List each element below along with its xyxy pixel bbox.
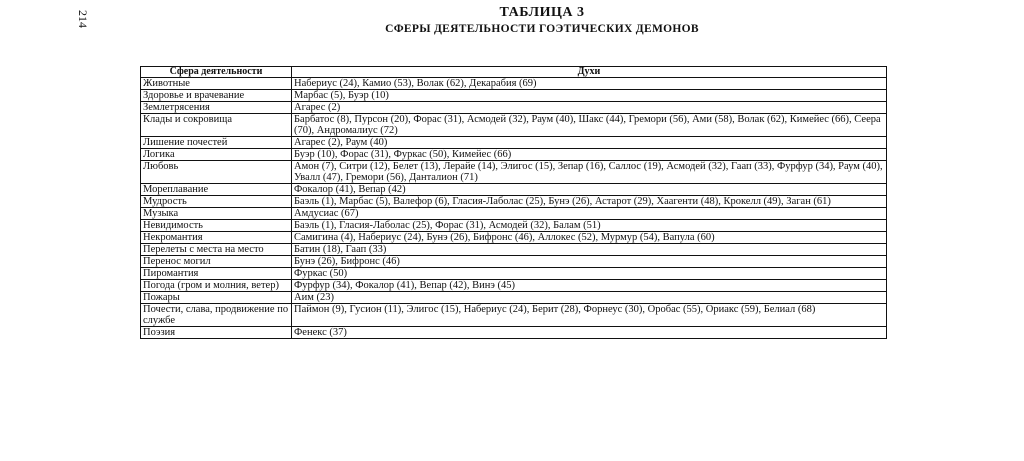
table-row	[141, 327, 887, 339]
column-header-spirits: Духи	[292, 67, 887, 78]
spirits-cell: Буэр (10), Форас (31), Фуркас (50), Кимейес (66)	[292, 149, 887, 161]
sphere-cell: Любовь	[141, 161, 292, 184]
spirits-cell: Марбас (5), Буэр (10)	[292, 90, 887, 102]
sphere-cell: Почести, слава, продвижение по службе	[141, 304, 292, 327]
sphere-cell: Здоровье и врачевание	[141, 90, 292, 102]
table-row	[141, 280, 887, 292]
table-row	[141, 137, 887, 149]
spirits-cell: Агарес (2)	[292, 102, 887, 114]
table-row	[141, 90, 887, 102]
sphere-cell: Поэзия	[141, 327, 292, 339]
spirits-cell: Фуркас (50)	[292, 268, 887, 280]
spirits-cell: Барбатос (8), Пурсон (20), Форас (31), Асмодей (32), Раум (40), Шакс (44), Гремори (56), Ами (58), Волак (62), Кимейес (66), Сеера (70), Андромалиус (72)	[292, 114, 887, 137]
sphere-cell: Животные	[141, 78, 292, 90]
spirits-cell: Батин (18), Гаап (33)	[292, 244, 887, 256]
column-header-sphere: Сфера деятельности	[141, 67, 292, 78]
spirits-cell: Фокалор (41), Вепар (42)	[292, 184, 887, 196]
table-row	[141, 244, 887, 256]
table-row	[141, 208, 887, 220]
sphere-cell: Мореплавание	[141, 184, 292, 196]
table-row	[141, 184, 887, 196]
demons-table	[140, 66, 887, 339]
table-row	[141, 196, 887, 208]
sphere-cell: Клады и сокровища	[141, 114, 292, 137]
spirits-cell: Аим (23)	[292, 292, 887, 304]
table-row	[141, 161, 887, 184]
spirits-cell: Самигина (4), Набериус (24), Бунэ (26), Бифронс (46), Аллокес (52), Мурмур (54), Вапула (60)	[292, 232, 887, 244]
spirits-cell: Амдусиас (67)	[292, 208, 887, 220]
table-row	[141, 114, 887, 137]
spirits-cell: Фенекс (37)	[292, 327, 887, 339]
sphere-cell: Лишение почестей	[141, 137, 292, 149]
spirits-cell: Баэль (1), Гласия-Лаболас (25), Форас (31), Асмодей (32), Балам (51)	[292, 220, 887, 232]
spirits-cell: Набериус (24), Камио (53), Волак (62), Декарабия (69)	[292, 78, 887, 90]
sphere-cell: Музыка	[141, 208, 292, 220]
sphere-cell: Пожары	[141, 292, 292, 304]
sphere-cell: Невидимость	[141, 220, 292, 232]
sphere-cell: Погода (гром и молния, ветер)	[141, 280, 292, 292]
spirits-cell: Агарес (2), Раум (40)	[292, 137, 887, 149]
page-number: 214	[76, 10, 90, 28]
sphere-cell: Некромантия	[141, 232, 292, 244]
table-row	[141, 220, 887, 232]
table-row	[141, 149, 887, 161]
table-row	[141, 78, 887, 90]
table-subtitle: СФЕРЫ ДЕЯТЕЛЬНОСТИ ГОЭТИЧЕСКИХ ДЕМОНОВ	[385, 23, 699, 35]
spirits-cell: Фурфур (34), Фокалор (41), Вепар (42), Винэ (45)	[292, 280, 887, 292]
spirits-cell: Амон (7), Ситри (12), Белет (13), Лерайе (14), Элигос (15), Зепар (16), Саллос (19), Асмодей (32), Гаап (33), Фурфур (34), Раум (40), Увалл (47), Гремори (56), Данталион (71)	[292, 161, 887, 184]
sphere-cell: Перелеты с места на место	[141, 244, 292, 256]
sphere-cell: Землетрясения	[141, 102, 292, 114]
table-row	[141, 292, 887, 304]
sphere-cell: Перенос могил	[141, 256, 292, 268]
spirits-cell: Паймон (9), Гусион (11), Элигос (15), Набериус (24), Берит (28), Форнеус (30), Оробас (55), Ориакс (59), Белиал (68)	[292, 304, 887, 327]
table-row	[141, 102, 887, 114]
table-row	[141, 268, 887, 280]
sphere-cell: Мудрость	[141, 196, 292, 208]
table-row	[141, 304, 887, 327]
spirits-cell: Баэль (1), Марбас (5), Валефор (6), Гласия-Лаболас (25), Бунэ (26), Астарот (29), Хаагенти (48), Крокелл (49), Заган (61)	[292, 196, 887, 208]
sphere-cell: Логика	[141, 149, 292, 161]
spirits-cell: Бунэ (26), Бифронс (46)	[292, 256, 887, 268]
sphere-cell: Пиромантия	[141, 268, 292, 280]
table-header-row	[141, 67, 887, 78]
table-body	[141, 78, 887, 339]
table-row	[141, 232, 887, 244]
table-row	[141, 256, 887, 268]
table-title: ТАБЛИЦА 3	[499, 5, 585, 20]
